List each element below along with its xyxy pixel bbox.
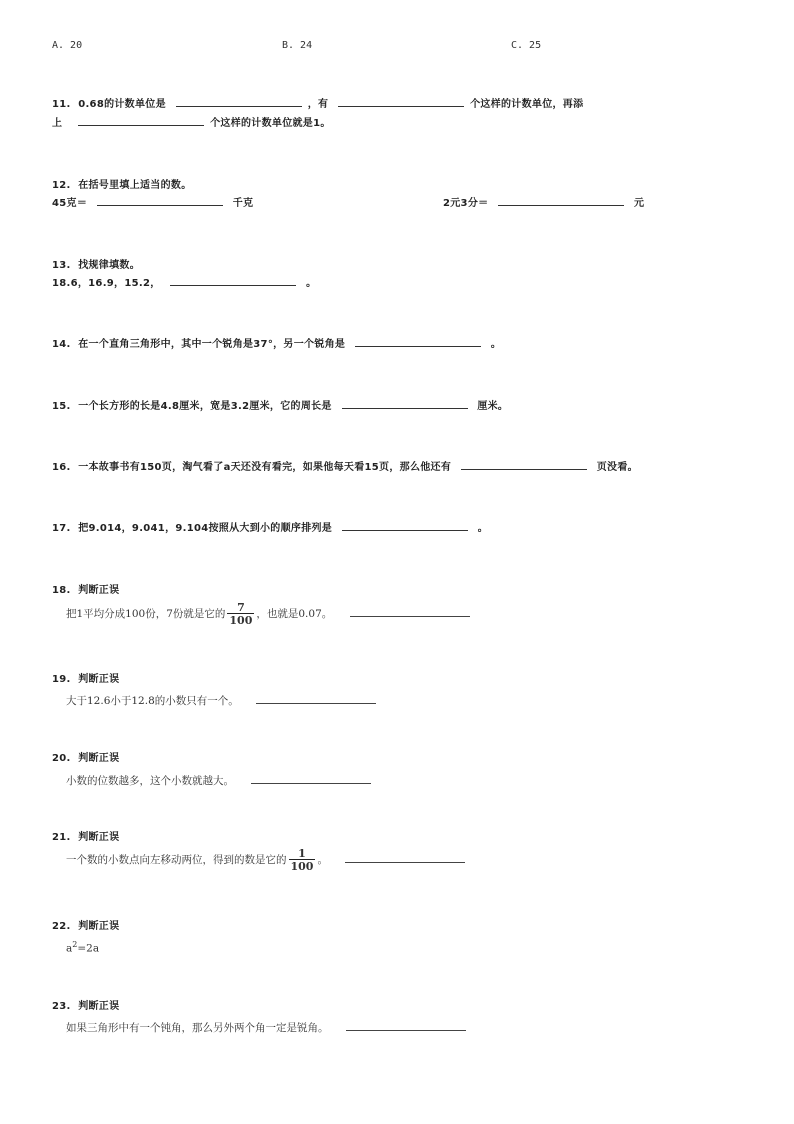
statement-text: =2a — [77, 942, 100, 955]
answer-line[interactable] — [346, 1020, 466, 1031]
question-text: 判断正误 — [78, 674, 120, 685]
statement-text: 一个数的小数点向左移动两位，得到的数是它的 — [66, 854, 287, 866]
exponent: 2 — [72, 940, 78, 949]
question-text: 厘米。 — [477, 401, 509, 412]
question-23-title — [52, 997, 119, 1012]
question-21-statement — [66, 848, 465, 872]
question-22-title — [52, 917, 119, 932]
question-17 — [52, 519, 488, 534]
option-b: B. 24 — [282, 40, 313, 51]
question-number: 11. — [52, 99, 71, 110]
question-number: 21. — [52, 832, 71, 843]
question-text: 2元3分＝ — [443, 198, 489, 209]
unit-label: 元 — [634, 198, 645, 209]
option-c: C. 25 — [511, 40, 542, 51]
question-number: 16. — [52, 462, 71, 473]
question-number: 17. — [52, 523, 71, 534]
question-text: 找规律填数。 — [78, 260, 141, 271]
question-text: 0.68的计数单位是 — [78, 99, 166, 110]
question-text: 个这样的计数单位就是1。 — [210, 118, 331, 129]
fraction — [227, 602, 254, 626]
fraction-denominator: 100 — [290, 860, 314, 873]
question-text: 18.6，16.9，15.2， — [52, 278, 161, 289]
question-text: 一本故事书有150页，淘气看了a天还没有看完，如果他每天看15页，那么他还有 — [78, 462, 452, 473]
question-13-seq — [52, 274, 316, 289]
question-number: 19. — [52, 674, 71, 685]
question-text: 上 — [52, 118, 63, 129]
question-text: 。 — [306, 278, 317, 289]
unit-label: 千克 — [232, 198, 254, 209]
question-16 — [52, 458, 638, 473]
question-text: 判断正误 — [78, 1001, 120, 1012]
question-19-statement — [66, 693, 376, 708]
answer-blank[interactable] — [342, 399, 468, 409]
question-text: 一个长方形的长是4.8厘米，宽是3.2厘米，它的周长是 — [78, 401, 332, 412]
question-15 — [52, 397, 508, 412]
question-13-title — [52, 256, 140, 271]
question-number: 20. — [52, 753, 71, 764]
answer-blank[interactable] — [342, 521, 468, 531]
question-11-line1 — [52, 95, 583, 110]
question-text: ，有 — [307, 99, 329, 110]
answer-blank[interactable] — [97, 196, 223, 206]
answer-line[interactable] — [251, 773, 371, 784]
question-text: 判断正误 — [78, 832, 120, 843]
question-14 — [52, 335, 501, 350]
statement-text: 。 — [317, 854, 328, 866]
question-22-statement — [66, 940, 99, 955]
question-text: 判断正误 — [78, 753, 120, 764]
question-text: 。 — [490, 339, 502, 350]
answer-line[interactable] — [345, 852, 465, 863]
question-text: 判断正误 — [78, 585, 120, 596]
fraction-denominator: 100 — [229, 614, 253, 627]
statement-text: 如果三角形中有一个钝角，那么另外两个角一定是锐角。 — [66, 1022, 329, 1034]
statement-text: ，也就是0.07。 — [256, 608, 333, 620]
question-number: 18. — [52, 585, 71, 596]
fraction-numerator: 1 — [298, 847, 306, 860]
question-text: 个这样的计数单位，再添 — [470, 99, 584, 110]
question-23-statement — [66, 1020, 466, 1035]
variable: a — [66, 942, 73, 955]
statement-text: 大于12.6小于12.8的小数只有一个。 — [66, 695, 239, 707]
question-12-title — [52, 176, 192, 191]
question-number: 14. — [52, 339, 71, 350]
statement-text: 小数的位数越多，这个小数就越大。 — [66, 775, 234, 787]
question-20-title — [52, 749, 119, 764]
answer-blank[interactable] — [461, 460, 587, 470]
question-18-title — [52, 581, 119, 596]
question-number: 22. — [52, 921, 71, 932]
question-text: 在一个直角三角形中，其中一个锐角是37°，另一个锐角是 — [78, 339, 346, 350]
answer-blank[interactable] — [498, 196, 624, 206]
question-21-title — [52, 828, 119, 843]
question-12-left — [52, 194, 253, 209]
fraction-numerator: 7 — [237, 601, 245, 614]
question-11-line2 — [52, 114, 331, 129]
question-text: 把9.014，9.041，9.104按照从大到小的顺序排列是 — [78, 523, 333, 534]
fraction — [289, 848, 316, 872]
answer-line[interactable] — [256, 693, 376, 704]
answer-blank[interactable] — [176, 97, 302, 107]
answer-line[interactable] — [350, 606, 470, 617]
question-18-statement — [66, 602, 470, 626]
answer-blank[interactable] — [78, 116, 204, 126]
question-number: 23. — [52, 1001, 71, 1012]
answer-blank[interactable] — [338, 97, 464, 107]
question-text: 判断正误 — [78, 921, 120, 932]
question-number: 13. — [52, 260, 71, 271]
question-number: 12. — [52, 180, 71, 191]
answer-blank[interactable] — [355, 337, 481, 347]
answer-blank[interactable] — [170, 276, 296, 286]
statement-text: 把1平均分成100份，7份就是它的 — [66, 608, 226, 620]
question-text: 在括号里填上适当的数。 — [78, 180, 192, 191]
question-text: 。 — [477, 523, 489, 534]
question-text: 页没看。 — [596, 462, 638, 473]
question-number: 15. — [52, 401, 71, 412]
question-text: 45克＝ — [52, 198, 88, 209]
option-a: A. 20 — [52, 40, 83, 51]
question-19-title — [52, 670, 119, 685]
question-20-statement — [66, 773, 371, 788]
question-12-right — [443, 194, 644, 209]
